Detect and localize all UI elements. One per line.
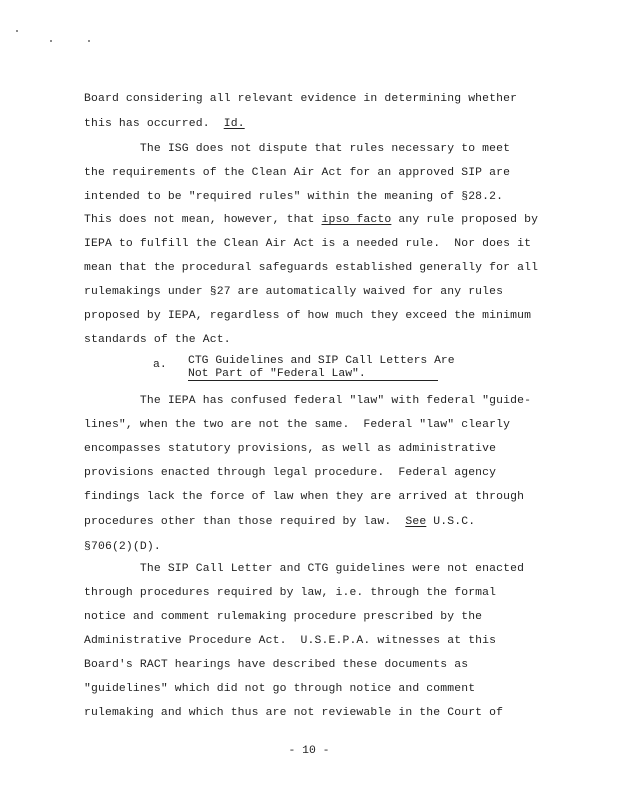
section-label: a. [153, 359, 167, 371]
body-line: proposed by IEPA, regardless of how much they exceed the minimum [84, 310, 532, 322]
body-line: Board's RACT hearings have described these documents as [84, 659, 469, 671]
page-number: - 10 - [288, 745, 330, 757]
heading-underline [188, 380, 438, 381]
body-line: The ISG does not dispute that rules necessary to meet [84, 143, 511, 155]
body-text: any rule proposed by [391, 214, 539, 226]
body-line: mean that the procedural safeguards established generally for all [84, 262, 539, 274]
body-line: §706(2)(D). [84, 541, 161, 553]
body-line: "guidelines" which did not go through notice and comment [84, 683, 476, 695]
scan-speck [88, 40, 90, 42]
body-line: standards of the Act. [84, 334, 231, 346]
body-line: through procedures required by law, i.e. through the formal [84, 587, 497, 599]
body-line: The SIP Call Letter and CTG guidelines were not enacted [84, 563, 525, 575]
body-text: this has occurred. [84, 118, 224, 130]
body-line [84, 515, 475, 529]
see-signal: See [405, 516, 427, 528]
body-text: This does not mean, however, that [84, 214, 322, 226]
body-line: provisions enacted through legal procedure. Federal agency [84, 467, 497, 479]
body-line: encompasses statutory provisions, as well as administrative [84, 443, 497, 455]
section-heading-line2: Not Part of "Federal Law". [188, 368, 366, 380]
body-text: procedures other than those required by law. [84, 516, 406, 528]
scan-speck [16, 30, 18, 32]
body-line: IEPA to fulfill the Clean Air Act is a needed rule. Nor does it [84, 238, 532, 250]
body-line [84, 117, 245, 131]
body-line: Board considering all relevant evidence in determining whether [84, 93, 518, 105]
body-line: The IEPA has confused federal "law" with federal "guide- [84, 395, 532, 407]
body-line: the requirements of the Clean Air Act for an approved SIP are [84, 167, 511, 179]
body-line: lines", when the two are not the same. Federal "law" clearly [84, 419, 511, 431]
section-heading-line1: CTG Guidelines and SIP Call Letters Are [188, 355, 455, 367]
body-line: rulemaking and which thus are not reviewable in the Court of [84, 707, 504, 719]
scan-speck [50, 40, 52, 42]
body-text: U.S.C. [426, 516, 476, 528]
body-line: Administrative Procedure Act. U.S.E.P.A. witnesses at this [84, 635, 497, 647]
id-citation: Id. [223, 118, 245, 130]
body-line: notice and comment rulemaking procedure prescribed by the [84, 611, 483, 623]
body-line [84, 213, 538, 227]
ipso-facto-emphasis: ipso facto [321, 214, 392, 226]
body-line: rulemakings under §27 are automatically waived for any rules [84, 286, 504, 298]
body-line: intended to be "required rules" within the meaning of §28.2. [84, 191, 504, 203]
body-line: findings lack the force of law when they are arrived at through [84, 491, 525, 503]
